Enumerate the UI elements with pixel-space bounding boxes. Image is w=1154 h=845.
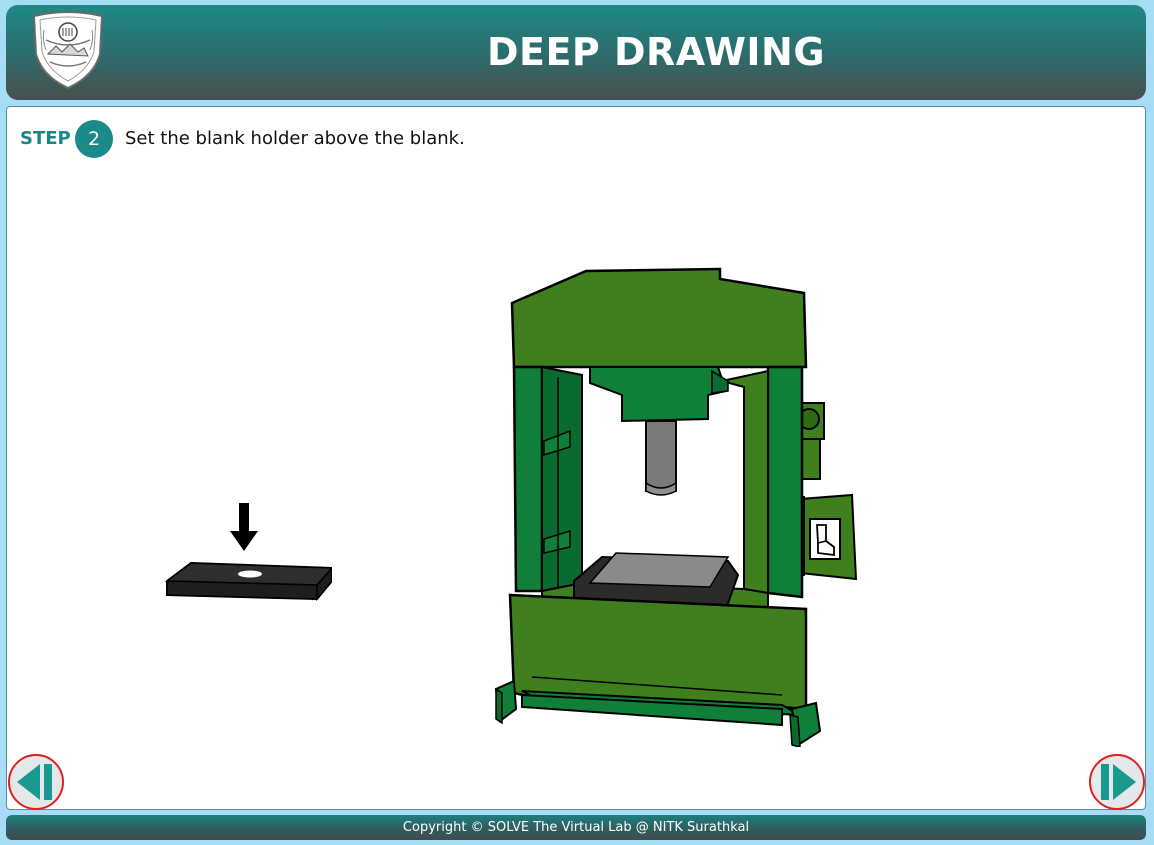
previous-button[interactable] <box>8 754 64 810</box>
down-arrow-icon <box>230 503 258 551</box>
step-label: STEP <box>20 128 71 149</box>
hydraulic-press <box>482 257 872 747</box>
page-title: DEEP DRAWING <box>486 30 826 74</box>
nitk-emblem-icon <box>28 10 108 90</box>
next-button[interactable] <box>1089 754 1145 810</box>
previous-icon <box>10 756 62 808</box>
next-icon <box>1091 756 1143 808</box>
footer: Copyright © SOLVE The Virtual Lab @ NITK Surathkal <box>6 815 1146 840</box>
header-bar <box>6 5 1146 100</box>
step-number-badge: 2 <box>75 120 113 158</box>
step-instruction: Set the blank holder above the blank. <box>125 128 465 149</box>
blank-holder[interactable] <box>157 499 332 609</box>
simulation-area <box>6 106 1146 810</box>
